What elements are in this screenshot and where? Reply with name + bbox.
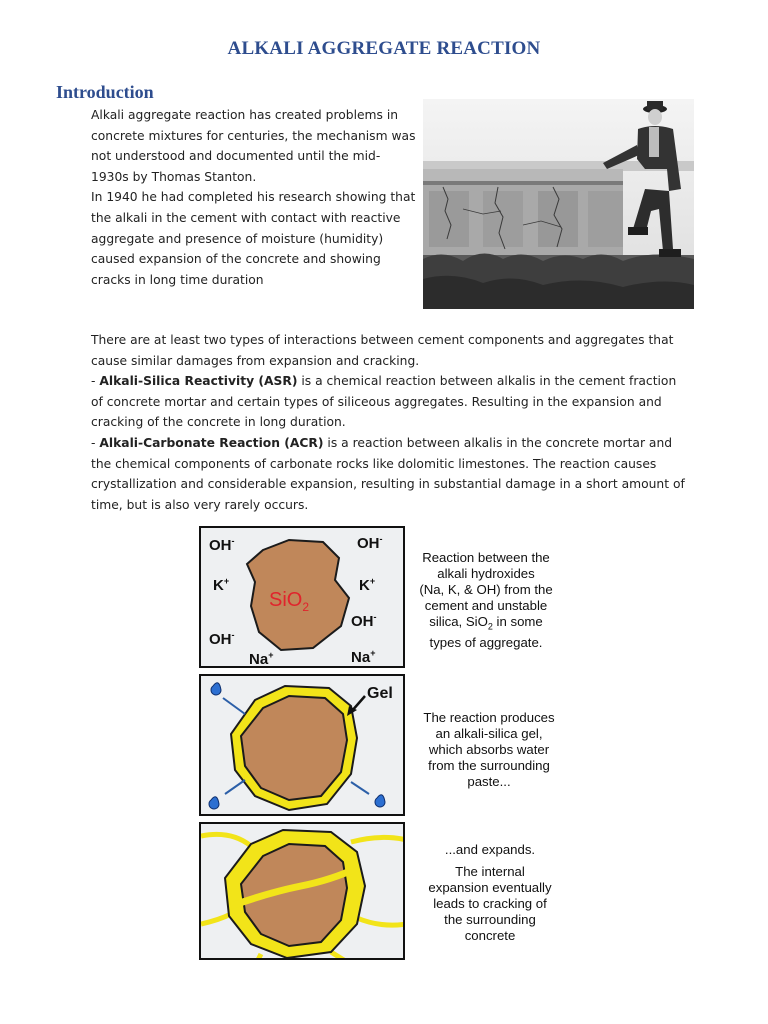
caption-line: expansion eventually — [428, 880, 552, 895]
acr-description: is a reaction between alkalis in the concrete mortar and the chemical components of carbonate rocks like dolomitic limestones. The reaction causes crystallization and considerable expansion, resulting in substantial damage in a short amount of time, but is also very rarely occurs. — [91, 435, 685, 512]
acr-paragraph — [91, 433, 691, 515]
intro-paragraph-2: In 1940 he had completed his research showing that the alkali in the cement with contact with reactive aggregate and presence of moisture (humidity) caused expansion of the concrete and showing cracks in long time duration — [91, 190, 416, 287]
body-text — [91, 330, 691, 515]
asr-description: is a chemical reaction between alkalis in the cement fraction of concrete mortar and certain types of siliceous aggregates. Resulting in the expansion and cracking of the concrete in long duration. — [91, 374, 677, 430]
caption-line: an alkali-silica gel, — [435, 726, 543, 741]
thomas-stanton-photo — [423, 99, 694, 309]
caption-line: silica, SiO$_2$ in some — [429, 614, 543, 632]
ion-oh-middle-right: OH- — [351, 612, 377, 630]
caption-line: paste... — [467, 774, 511, 789]
caption-line: from the surrounding — [428, 758, 550, 773]
caption-line: ...and expands. — [444, 842, 536, 857]
diagram-panel-gel — [199, 674, 405, 816]
caption-line: alkali hydroxides — [437, 566, 535, 581]
acr-term: Alkali-Carbonate Reaction (ACR) — [99, 435, 324, 450]
asr-bullet: - — [91, 374, 100, 389]
sio2-label: SiO$_2$ — [269, 589, 310, 614]
caption-line: concrete — [464, 928, 516, 943]
gel-illustration — [201, 676, 405, 816]
panel-1-caption — [406, 550, 566, 651]
types-paragraph: There are at least two types of interactions between cement components and aggregates that cause similar damages from expansion and cracking. — [91, 333, 674, 368]
caption-line: the surrounding — [444, 912, 536, 927]
panel-3-caption — [408, 842, 572, 944]
water-arrow — [223, 698, 245, 714]
caption-line: (Na, K, & OH) from the — [419, 582, 553, 597]
caption-line: The internal — [455, 864, 525, 879]
introduction-heading: Introduction — [56, 82, 154, 102]
gel-label: Gel — [367, 685, 393, 702]
diagram-panel-reaction — [199, 526, 405, 668]
intro-paragraph-1: Alkali aggregate reaction has created problems in concrete mixtures for centuries, the mechanism was not understood and documented until the mid-1930s by Thomas Stanton. — [91, 108, 416, 184]
water-arrow — [225, 780, 245, 794]
ion-k-left: K+ — [213, 576, 230, 594]
page-title: ALKALI AGGREGATE REACTION — [227, 38, 541, 59]
ion-k-right: K+ — [359, 576, 376, 594]
ion-oh-top-left: OH- — [209, 536, 235, 554]
water-arrow — [351, 782, 369, 794]
ion-na-bottom: Na+ — [249, 650, 274, 668]
expansion-illustration — [201, 824, 405, 960]
diagram-panel-expansion — [199, 822, 405, 960]
caption-line: cement and unstable — [424, 598, 548, 613]
water-drop-icon — [211, 683, 221, 695]
asr-term: Alkali-Silica Reactivity (ASR) — [99, 374, 298, 389]
acr-bullet: - — [91, 435, 100, 450]
water-drop-icon — [209, 797, 219, 809]
caption-line: which absorbs water — [428, 742, 550, 757]
introduction-text — [91, 105, 416, 290]
ion-oh-bottom-left: OH- — [209, 630, 235, 648]
ion-na-bottom-right: Na+ — [351, 648, 376, 666]
panel-2-caption — [406, 710, 572, 790]
water-drop-icon — [375, 795, 385, 807]
asr-paragraph — [91, 371, 691, 433]
caption-line: leads to cracking of — [433, 896, 547, 911]
reaction-illustration — [201, 528, 405, 668]
caption-line: types of aggregate. — [429, 634, 543, 650]
caption-line: The reaction produces — [423, 710, 555, 725]
caption-line: Reaction between the — [422, 550, 550, 565]
ion-oh-top-right: OH- — [357, 534, 383, 552]
